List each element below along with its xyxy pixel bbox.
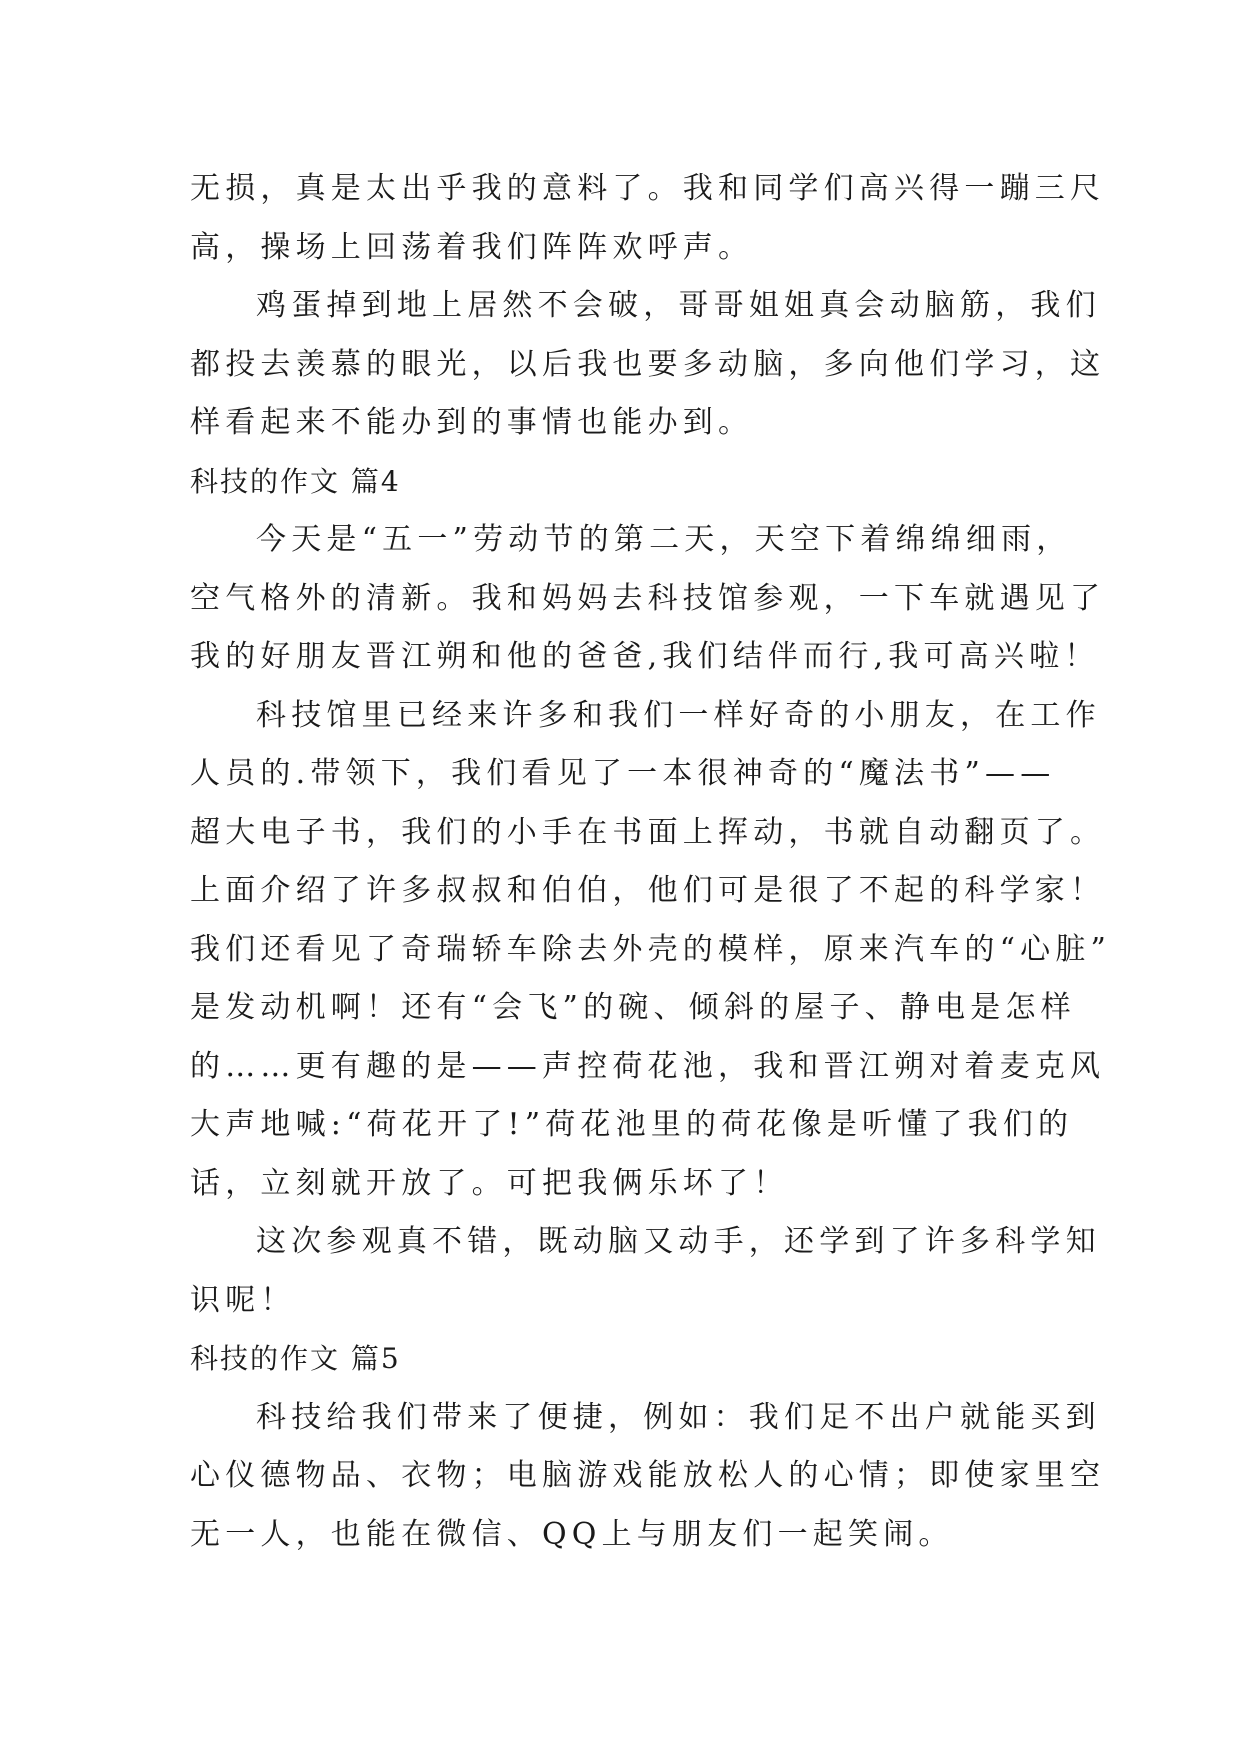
text-line: 的……更有趣的是——声控荷花池，我和晋江朔对着麦克风 — [190, 1048, 1106, 1084]
text-line: 科技馆里已经来许多和我们一样好奇的小朋友，在工作 — [256, 697, 1101, 733]
text-line: 话，立刻就开放了。可把我俩乐坏了！ — [190, 1165, 789, 1201]
text-line: 样看起来不能办到的事情也能办到。 — [190, 405, 754, 440]
text-line: 科技给我们带来了便捷，例如：我们足不出户就能买到 — [256, 1399, 1101, 1435]
text-line: 超大电子书，我们的小手在书面上挥动，书就自动翻页了。 — [190, 814, 1106, 850]
section-heading-5: 科技的作文 篇5 — [190, 1342, 401, 1375]
paragraph-1 — [190, 160, 1106, 277]
text-line: 识呢！ — [190, 1282, 296, 1318]
text-line: 今天是“五一”劳动节的第二天，天空下着绵绵细雨， — [256, 522, 1072, 557]
text-line: 空气格外的清新。我和妈妈去科技馆参观，一下车就遇见了 — [190, 580, 1106, 616]
text-line: 人员的.带领下，我们看见了一本很神奇的“魔法书”—— — [190, 756, 1056, 791]
text-line: 上面介绍了许多叔叔和伯伯，他们可是很了不起的科学家！ — [190, 873, 1106, 908]
text-line: 我的好朋友晋江朔和他的爸爸,我们结伴而行,我可高兴啦！ — [190, 639, 1100, 674]
text-line: 心仪德物品、衣物；电脑游戏能放松人的心情；即使家里空 — [190, 1458, 1106, 1493]
text-line: 都投去羡慕的眼光，以后我也要多动脑，多向他们学习，这 — [190, 346, 1106, 382]
paragraph-3 — [190, 511, 1106, 687]
text-line: 无损，真是太出乎我的意料了。我和同学们高兴得一蹦三尺 — [190, 171, 1106, 206]
text-line: 高，操场上回荡着我们阵阵欢呼声。 — [190, 229, 754, 265]
text-line: 我们还看见了奇瑞轿车除去外壳的模样，原来汽车的“心脏” — [190, 931, 1112, 967]
text-line: 鸡蛋掉到地上居然不会破，哥哥姐姐真会动脑筋，我们 — [256, 288, 1101, 323]
text-line: 大声地喊:“荷花开了!”荷花池里的荷花像是听懂了我们的 — [190, 1107, 1074, 1142]
paragraph-5 — [190, 1213, 1101, 1330]
text-line: 是发动机啊！还有“会飞”的碗、倾斜的屋子、静电是怎样 — [190, 990, 1076, 1025]
paragraph-4 — [190, 687, 1112, 1214]
text-line: 无一人，也能在微信、QQ上与朋友们一起笑闹。 — [190, 1516, 954, 1552]
document-page — [190, 160, 1112, 1564]
paragraph-2 — [190, 277, 1106, 453]
text-line: 这次参观真不错，既动脑又动手，还学到了许多科学知 — [256, 1224, 1101, 1259]
paragraph-6 — [190, 1389, 1106, 1565]
section-heading-4: 科技的作文 篇4 — [190, 464, 401, 498]
